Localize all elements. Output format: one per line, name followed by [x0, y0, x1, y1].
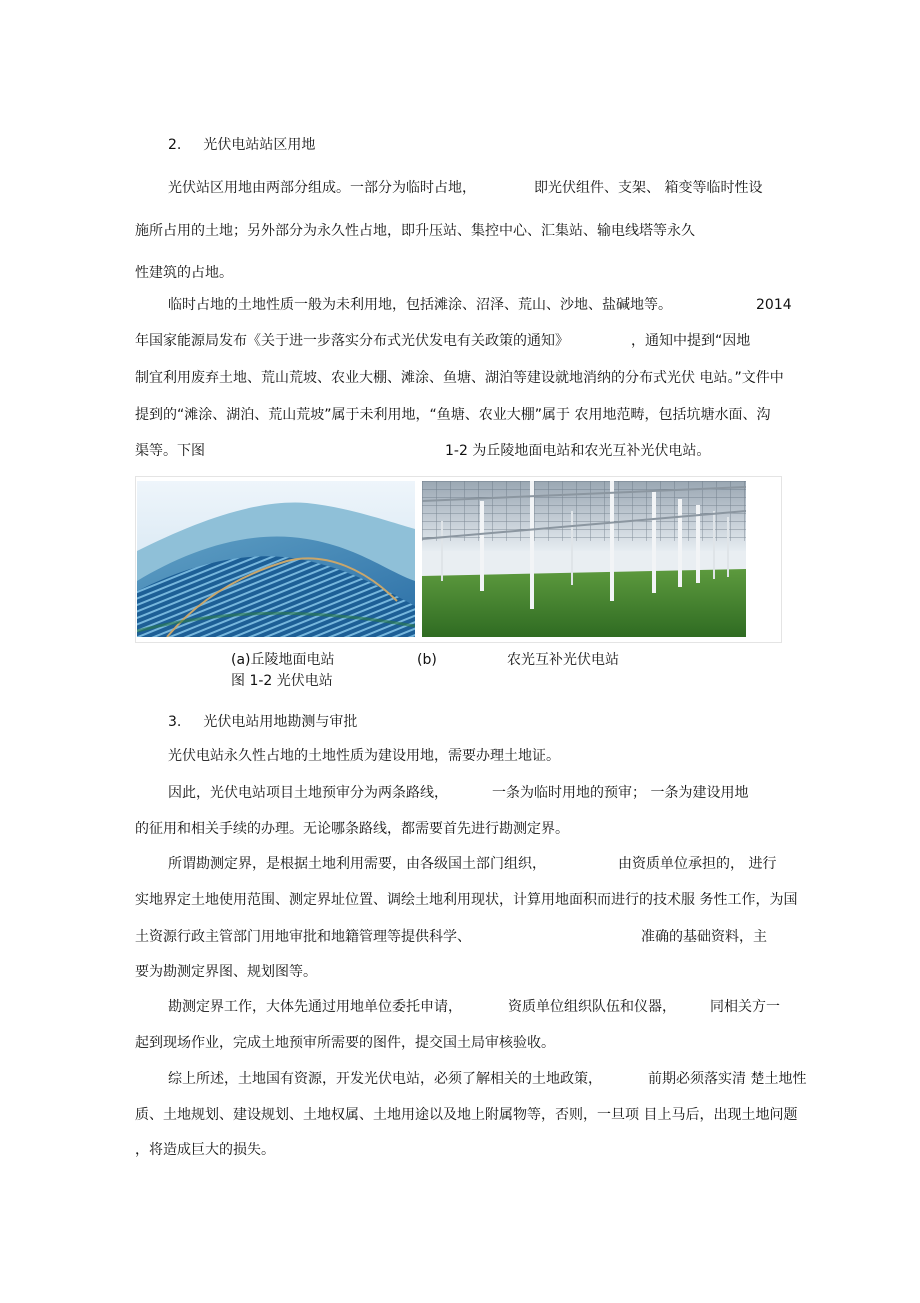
s2-p2-line2: [135, 331, 750, 351]
s3-p3-line4: 要为勘测定界图、规划图等。: [135, 964, 317, 980]
s3-p3-line3-b: 准确的基础资料，主: [641, 929, 767, 945]
s2-p2-line2-b: ，通知中提到“因地: [631, 333, 751, 349]
s2-p1-line3: 性建筑的占地。: [135, 265, 233, 281]
s2-p1-line1-b: 即光伏组件、支架、 箱变等临时性设: [534, 180, 763, 196]
s2-p2-line1-a: 临时占地的土地性质一般为未利用地，包括滩涂、沼泽、荒山、沙地、盐碱地等。: [168, 297, 672, 313]
s3-p5-line1-a: 综上所述，土地国有资源，开发光伏电站，必须了解相关的土地政策，: [168, 1071, 602, 1087]
agrivoltaic-greenhouse-photo: [422, 481, 746, 637]
s3-p4-line2: 起到现场作业，完成土地预审所需要的图件，提交国土局审核验收。: [135, 1035, 555, 1051]
s3-p2-line1-a: 因此，光伏电站项目土地预审分为两条路线，: [168, 785, 448, 801]
s2-p2-line1: [168, 295, 792, 315]
s2-p1-line1: [168, 178, 762, 198]
figure-caption-a: (a)丘陵地面电站: [231, 652, 335, 668]
hillside-solar-station-photo: [137, 481, 415, 637]
s2-p1-line2: 施所占用的土地；另外部分为永久性占地，即升压站、集控中心、汇集站、输电线塔等永久: [135, 223, 695, 239]
s3-p4-line1-a: 勘测定界工作，大体先通过用地单位委托申请，: [168, 999, 462, 1015]
section-2-number: 2.: [168, 137, 182, 153]
section-3-number: 3.: [168, 714, 182, 730]
s2-p2-line2-a: 年国家能源局发布《关于进一步落实分布式光伏发电有关政策的通知》: [135, 333, 569, 349]
s3-p1: 光伏电站永久性占地的土地性质为建设用地，需要办理土地证。: [168, 748, 560, 764]
s3-p4-line1-b: 资质单位组织队伍和仪器，: [508, 999, 676, 1015]
s3-p3-line1-b: 由资质单位承担的， 进行: [618, 856, 777, 872]
s3-p5-line2: 质、土地规划、建设规划、土地权属、土地用途以及地上附属物等，否则，一旦项 目上马后，出现土地问题: [135, 1107, 798, 1123]
s3-p2-line1: [168, 783, 748, 803]
s3-p5-line3: ，将造成巨大的损失。: [135, 1142, 275, 1158]
s3-p5-line1: [168, 1069, 806, 1089]
s3-p3-line3-a: 土资源行政主管部门用地审批和地籍管理等提供科学、: [135, 929, 471, 945]
s3-p4-line1-c: 同相关方一: [710, 999, 780, 1015]
section-3-title: 光伏电站用地勘测与审批: [203, 714, 358, 730]
s3-p2-line2: 的征用和相关手续的办理。无论哪条路线，都需要首先进行勘测定界。: [135, 821, 569, 837]
s3-p2-line1-b: 一条为临时用地的预审； 一条为建设用地: [492, 785, 749, 801]
s3-p4-line1: [168, 997, 780, 1017]
s3-p5-line1-b: 前期必须落实清 楚土地性: [648, 1071, 807, 1087]
figure-caption-b-label: (b): [417, 652, 437, 668]
figure-photos: [135, 476, 782, 643]
section-2-heading: [168, 135, 315, 155]
section-2-title: 光伏电站站区用地: [203, 137, 316, 153]
s2-p2-line5: [135, 441, 710, 461]
s2-p2-line1-b: 2014: [756, 297, 792, 313]
s3-p3-line1-a: 所谓勘测定界，是根据土地利用需要，由各级国土部门组织，: [168, 856, 546, 872]
s2-p2-line4: 提到的“滩涂、湖泊、荒山荒坡”属于未利用地，“鱼塘、农业大棚”属于 农用地范畴，包括坑塘水面、沟: [135, 407, 771, 423]
s3-p3-line1: [168, 854, 776, 874]
figure-title: 图 1-2 光伏电站: [231, 673, 333, 689]
s2-p2-line3: 制宜利用废弃土地、荒山荒坡、农业大棚、滩涂、鱼塘、湖泊等建设就地消纳的分布式光伏 电站。”文件中: [135, 370, 784, 386]
figure-caption-b: 农光互补光伏电站: [507, 652, 619, 668]
s2-p1-line1-a: 光伏站区用地由两部分组成。一部分为临时占地，: [168, 180, 476, 196]
s3-p3-line3: [135, 927, 767, 947]
s2-p2-line5-b: 1-2 为丘陵地面电站和农光互补光伏电站。: [445, 443, 711, 459]
s3-p3-line2: 实地界定土地使用范围、测定界址位置、调绘土地利用现状，计算用地面积而进行的技术服 务性工作，为国: [135, 892, 798, 908]
section-3-heading: [168, 712, 357, 732]
s2-p2-line5-a: 渠等。下图: [135, 443, 205, 459]
